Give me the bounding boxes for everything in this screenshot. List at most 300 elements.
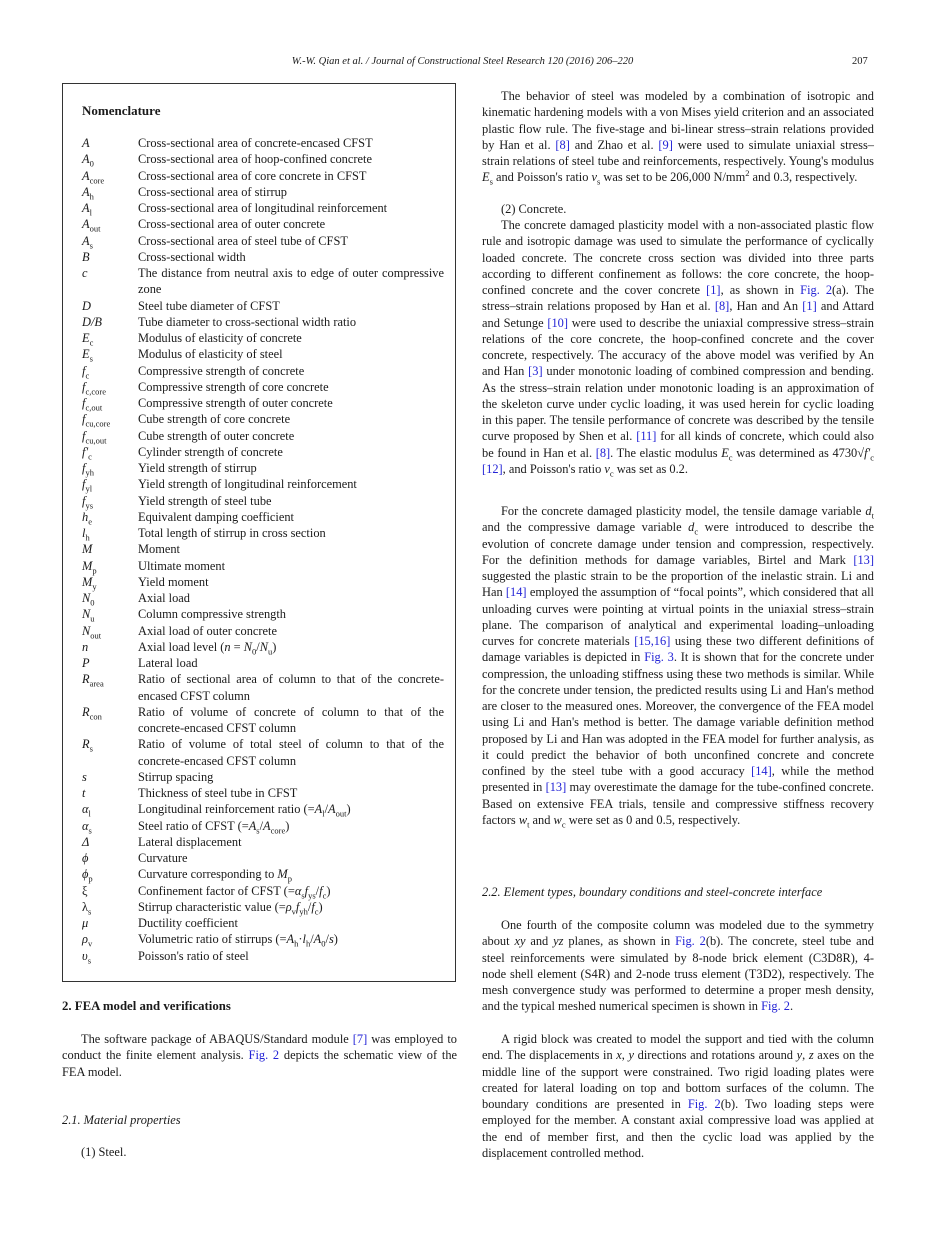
nomenclature-entry [82,168,444,184]
text-run: was determined as 4730√ [732,445,865,460]
math-symbol: N [82,607,91,622]
math-symbol: A [313,932,322,947]
nomenclature-description [138,931,444,947]
math-symbol: ρ [82,932,88,947]
math-symbol: E [482,170,490,185]
math-symbol: x [616,1048,622,1063]
math-symbol: s [328,932,334,947]
subscript: yh [299,906,308,917]
reference-link[interactable]: [8] [555,137,570,152]
subscript: c [728,451,733,462]
math-symbol: f′ [82,444,89,459]
text-run: and the compressive damage variable [482,520,689,535]
math-symbol: f [82,428,86,443]
text-run: Axial load level ( [138,639,225,654]
text-run: Total length of stirrup in cross section [138,526,326,540]
math-symbol: A [263,818,271,833]
nomenclature-description [138,363,444,379]
text-run: were used to simulate uniaxial stress–strain relations of steel tube and reinforcements, respectively. Young's modulus [482,137,874,168]
math-symbol: A [82,201,90,215]
text-run: Confinement factor of CFST (= [138,883,295,898]
nomenclature-entry [82,541,444,557]
nomenclature-entry [82,623,444,639]
reference-link[interactable]: [13] [545,780,567,795]
text-run: Longitudinal reinforcement ratio (= [138,802,315,817]
text-run: was set to be 206,000 N/mm [600,170,746,185]
nomenclature-entry [82,866,444,882]
math-symbol: f′ [864,445,871,460]
text-run: ξ [82,883,88,898]
nomenclature-symbol [82,948,138,964]
math-symbol: f [82,412,86,427]
text-run: / [310,932,314,947]
nomenclature-description [138,623,444,639]
nomenclature-box [62,83,456,982]
subscript: ys [85,499,94,510]
math-symbol: A [328,802,336,817]
reference-link[interactable]: [13] [853,552,874,567]
nomenclature-entry [82,379,444,395]
nomenclature-description [138,736,444,769]
subscript: h [305,938,311,949]
text-run: / [315,883,320,898]
nomenclature-symbol [82,606,138,622]
math-symbol: A [82,233,90,248]
nomenclature-symbol [82,834,138,850]
math-symbol: n [224,639,231,654]
nomenclature-description [138,330,444,346]
subscript: s [89,743,93,754]
subscript: s [597,176,601,187]
text-run: Stirrup characteristic value (= [138,899,286,914]
math-symbol: B [82,249,90,264]
text-run: Modulus of elasticity of concrete [138,331,302,345]
reference-link[interactable]: [10] [547,315,568,330]
math-symbol: D/B [82,314,102,329]
subscript: c,core [85,386,106,397]
math-symbol: A [82,136,90,150]
math-symbol: α [82,802,89,817]
nomenclature-description [138,655,444,671]
nomenclature-description [138,233,444,249]
nomenclature-description [138,525,444,541]
math-symbol: α [294,883,302,898]
math-symbol: μ [82,916,89,930]
reference-link[interactable]: [14] [505,585,527,600]
text-run: was set as 0.2. [613,461,688,476]
nomenclature-symbol [82,590,138,606]
nomenclature-symbol [82,866,138,882]
math-symbol: f [82,396,86,410]
math-symbol: ρ [285,899,292,914]
nomenclature-description [138,639,444,655]
nomenclature-symbol [82,931,138,947]
text-run: Yield strength of steel tube [138,493,272,508]
nomenclature-entry [82,558,444,574]
nomenclature-description [138,379,444,395]
reference-link[interactable]: [1] [706,283,721,297]
nomenclature-description [138,216,444,232]
nomenclature-entry [82,249,444,265]
math-symbol: E [721,445,729,460]
text-run: Volumetric ratio of stirrups (= [138,932,287,947]
nomenclature-entry [82,233,444,249]
reference-link[interactable]: [12] [482,461,503,476]
nomenclature-description [138,346,444,362]
text-run: The behavior of steel was modeled by a combination of isotropic and kinematic hardening models with a von Mises yield criterion and an associated plastic flow rule. The five-stage and bi-linear stress–strain relations provided by Han et al. [482,89,874,152]
nomenclature-entry [82,785,444,801]
nomenclature-description [138,493,444,509]
reference-link[interactable]: [8] [595,445,611,460]
math-symbol: M [82,574,93,589]
steel-label: (1) Steel. [81,1145,127,1159]
reference-link[interactable]: [1] [802,299,817,314]
nomenclature-symbol [82,314,138,330]
text-run: Compressive strength of concrete [138,363,305,378]
nomenclature-entry [82,428,444,444]
nomenclature-description [138,509,444,525]
text-run: under monotonic loading of combined compression and bending. As the stress–strain relation under monotonic loading is an approximation of the skeleton curve under cyclic loading, it was used herein for cyclic loading in this paper. The tensile performance of concrete was described by the tensile curve proposed by Shen et al. [482,364,874,444]
subscript: c [85,369,90,380]
nomenclature-description [138,314,444,330]
text-run: may overestimate the damage for the tube-confined concrete. Based on extensive FEA trials, tensile and compressive stiffness recovery factors [482,780,874,827]
text-run: employed the assumption of “focal points”, which considered that all unloading curves were pointing at virtual points in the uniaxial stress–strain plane. The comparison of analytical and experimental loading–unloading curves for concrete materials [482,585,874,648]
text-run: ) [346,802,351,817]
nomenclature-description [138,200,444,216]
nomenclature-description [138,769,444,785]
nomenclature-description [138,850,444,866]
nomenclature-description [138,558,444,574]
nomenclature-description [138,428,444,444]
boundary-paragraph [482,1031,874,1161]
text-run: Poisson's ratio of steel [138,948,249,963]
subscript: h [85,532,90,543]
nomenclature-description [138,135,444,151]
subscript: c [88,451,92,462]
subscript: y [92,581,97,592]
subsection-heading-2-2: 2.2. Element types, boundary conditions and steel-concrete interface [482,885,823,899]
nomenclature-description [138,184,444,200]
text-run: , [802,1048,809,1063]
text-run: Modulus of elasticity of steel [138,347,283,362]
nomenclature-description [138,265,444,298]
nomenclature-entry [82,200,444,216]
text-run: Lateral load [138,656,198,670]
nomenclature-description [138,411,444,427]
subscript: s [87,954,91,965]
math-symbol: E [82,347,90,362]
subscript: l [322,808,325,819]
nomenclature-entry [82,460,444,476]
text-run: depicts the schematic view of the FEA model. [62,1048,458,1079]
nomenclature-description [138,460,444,476]
math-symbol: f [295,899,300,914]
text-run: The distance from neutral axis to edge of outer compressive zone [138,266,444,297]
nomenclature-description [138,574,444,590]
math-symbol: N [259,639,268,654]
text-run: and Zhao et al. [569,137,659,152]
reference-link[interactable]: Fig. 2 [675,934,706,949]
text-run: was employed to conduct the finite element analysis. [62,1032,457,1063]
nomenclature-entry [82,363,444,379]
damage-paragraph [482,503,874,828]
subscript: s [89,353,93,364]
text-run: , while the method presented in [482,764,874,795]
text-run: (a). The stress–strain relations proposed by Han et al. [482,283,874,314]
subscript: v [291,906,296,917]
text-run: were set as 0 and 0.5, respectively. [565,812,741,827]
math-symbol: α [82,818,89,833]
nomenclature-symbol [82,135,138,151]
nomenclature-symbol [82,574,138,590]
math-symbol: z [808,1048,814,1063]
nomenclature-title: Nomenclature [82,103,161,118]
nomenclature-description [138,151,444,167]
math-symbol: ν [591,170,597,185]
subscript: 0 [90,597,95,608]
subscript: 0 [321,938,326,949]
math-symbol: A [82,152,90,167]
text-run: Cross-sectional area of concrete-encased CFST [138,136,373,150]
nomenclature-description [138,883,444,899]
text-run: using these two different definitions of damage variables is depicted in [482,634,875,665]
math-symbol: d [865,504,872,518]
subscript: cu,core [85,418,111,429]
math-symbol: R [82,737,90,752]
concrete-label: (2) Concrete. [501,202,567,216]
text-run: , [621,1048,629,1063]
reference-link[interactable]: Fig. 2 [248,1048,280,1063]
text-run: · [298,932,303,947]
math-symbol: ϕ [82,851,89,865]
nomenclature-symbol [82,249,138,265]
reference-link[interactable]: [7] [352,1032,368,1046]
math-symbol: N [82,591,91,605]
text-run: = [230,639,244,654]
reference-link[interactable]: [15,16] [634,634,671,648]
math-symbol: y [796,1048,803,1063]
nomenclature-symbol [82,785,138,801]
text-run: Lateral displacement [138,834,242,849]
reference-link[interactable]: Fig. 2 [761,999,790,1014]
nomenclature-symbol [82,184,138,200]
reference-link[interactable]: Fig. 2 [800,283,833,297]
nomenclature-entry [82,330,444,346]
text-run: for all kinds of concrete, which could also be found in Han et al. [482,429,874,460]
nomenclature-symbol [82,363,138,379]
subscript: c [314,906,319,917]
subscript: v [87,938,93,949]
text-run: Thickness of steel tube in CFST [138,786,298,800]
text-run: / [325,932,329,947]
text-run: Cross-sectional area of longitudinal reinforcement [138,201,388,215]
nomenclature-entry [82,476,444,492]
math-symbol: A [82,217,90,232]
nomenclature-symbol [82,769,138,785]
subscript: s [489,176,493,187]
subscript: t [871,510,874,521]
math-symbol: P [82,656,90,670]
text-run: were introduced to describe the evolution of concrete damage under tension and compression, respectively. For the definition methods for damage variables, Birtel and Mark [482,520,874,567]
nomenclature-symbol [82,623,138,639]
concrete-paragraph [482,217,874,477]
nomenclature-entry [82,346,444,362]
nomenclature-entry [82,818,444,834]
math-symbol: ϕ [82,867,89,882]
subscript: t [527,819,530,830]
text-run: Yield moment [138,574,209,589]
nomenclature-entry [82,509,444,525]
subscript: s [88,824,92,835]
text-run: were used to describe the uniaxial compressive stress–strain relations of the core concrete, the hoop-confined concrete and the cover concrete, respectively. The accuracy of the above model was verified by An and Han [482,315,874,379]
nomenclature-symbol [82,265,138,298]
nomenclature-description [138,671,444,704]
nomenclature-symbol [82,850,138,866]
text-run: directions and rotations around [634,1048,797,1063]
math-symbol: d [688,520,695,535]
nomenclature-symbol [82,899,138,915]
text-run: ) [333,932,338,947]
math-symbol: xy [514,934,526,949]
math-symbol: υ [82,948,88,963]
subscript: s [89,239,93,250]
math-symbol: f [304,883,309,898]
nomenclature-entry [82,135,444,151]
nomenclature-symbol [82,736,138,769]
subscript: core [89,174,105,185]
nomenclature-symbol [82,379,138,395]
reference-link[interactable]: Fig. 3 [644,650,674,665]
nomenclature-symbol [82,298,138,314]
text-run: and [529,812,554,827]
nomenclature-entry [82,314,444,330]
math-symbol: c [82,266,88,280]
math-symbol: l [82,526,86,540]
text-run: and [525,934,554,949]
text-run: Stirrup spacing [138,769,214,784]
nomenclature-entry [82,769,444,785]
subscript: c [322,889,327,900]
nomenclature-entry [82,574,444,590]
text-run: (b). Two loading steps were employed for the member. A constant axial compressive load was applied at the end of member first, and then the cyclic load was applied by the displacement controlled method. [482,1097,874,1160]
text-run: Cross-sectional area of stirrup [138,184,287,199]
math-symbol: w [518,812,528,827]
math-symbol: f [82,379,86,394]
reference-link[interactable]: Fig. 2 [687,1097,721,1111]
text-run: λ [82,899,89,914]
nomenclature-description [138,818,444,834]
text-run: Steel ratio of CFST (= [138,818,249,833]
page-number: 207 [852,56,868,67]
nomenclature-entry [82,639,444,655]
nomenclature-symbol [82,395,138,411]
text-run: Curvature [138,851,188,865]
section-heading: 2. FEA model and verifications [62,999,231,1013]
subscript: core [270,824,286,835]
text-run: axes on the middle line of the support were constrained. Two rigid loading plates were created for lateral loading on top and bottom surfaces of the column. The boundary conditions are presented in [482,1048,875,1111]
text-run: A rigid block was created to model the support and tied with the column end. The displacements in [482,1032,874,1063]
nomenclature-entry [82,493,444,509]
reference-link[interactable]: [8] [714,299,730,314]
math-symbol: ν [604,461,610,476]
nomenclature-entry [82,671,444,704]
subscript: u [90,613,95,624]
nomenclature-symbol [82,216,138,232]
math-symbol: y [628,1048,635,1063]
text-run: Cross-sectional area of outer concrete [138,217,326,232]
nomenclature-entry [82,216,444,232]
text-run: Column compressive strength [138,607,286,622]
text-run: Yield strength of longitudinal reinforcement [138,477,357,492]
nomenclature-symbol [82,558,138,574]
nomenclature-symbol [82,476,138,492]
text-run: . [789,999,794,1014]
text-run: Compressive strength of outer concrete [138,396,333,410]
nomenclature-entry [82,298,444,314]
text-run: / [307,899,312,914]
subscript: out [90,629,102,640]
text-run: The concrete damaged plasticity model with a non-associated plastic flow rule and isotropic damage was used to simulate the performance of cyclically loaded concrete. The concrete cross section was divided into three parts according to different confinement as follows: the core concrete, the hoop-confined concrete and the cover concrete [482,218,874,297]
math-symbol: A [286,932,295,947]
nomenclature-entry [82,395,444,411]
nomenclature-description [138,476,444,492]
nomenclature-entry [82,883,444,899]
nomenclature-entry [82,736,444,769]
subscript: con [89,711,102,722]
text-run: Ratio of sectional area of column to that of the concrete-encased CFST column [138,672,444,703]
text-run: Cross-sectional area of core concrete in CFST [138,168,367,183]
nomenclature-description [138,298,444,314]
text-run: For the concrete damaged plasticity model, the tensile damage variable [501,504,866,518]
nomenclature-symbol [82,509,138,525]
subsection-heading: 2.1. Material properties [62,1113,181,1127]
subscript: l [89,207,92,218]
text-run: , as shown in [720,283,801,297]
nomenclature-symbol [82,818,138,834]
subscript: c,out [85,402,103,413]
reference-link[interactable]: [3] [528,364,543,379]
nomenclature-symbol [82,168,138,184]
text-run: Compressive strength of core concrete [138,379,329,394]
nomenclature-description [138,590,444,606]
nomenclature-entry [82,151,444,167]
nomenclature-entry [82,948,444,964]
math-symbol: l [302,932,306,947]
math-symbol: f [82,363,86,378]
nomenclature-entry [82,801,444,817]
reference-link[interactable]: [11] [636,429,657,444]
steel-paragraph [482,88,874,186]
nomenclature-entry [82,915,444,931]
text-run: , Han and An [729,299,803,314]
subscript: c [609,468,614,479]
math-symbol: A [314,802,323,817]
nomenclature-symbol [82,541,138,557]
text-run: Ultimate moment [138,558,226,573]
subscript: out [335,808,347,819]
nomenclature-list [82,135,444,964]
nomenclature-symbol [82,883,138,899]
reference-link[interactable]: [9] [658,137,673,152]
text-run: Cross-sectional width [138,249,246,264]
text-run: Axial load of outer concrete [138,623,277,638]
math-symbol: f [311,899,315,914]
subscript: yh [85,467,94,478]
text-run: and Poisson's ratio [492,170,592,185]
reference-link[interactable]: [14] [751,764,772,778]
subscript: cu,out [85,434,107,445]
subscript: u [267,646,273,657]
